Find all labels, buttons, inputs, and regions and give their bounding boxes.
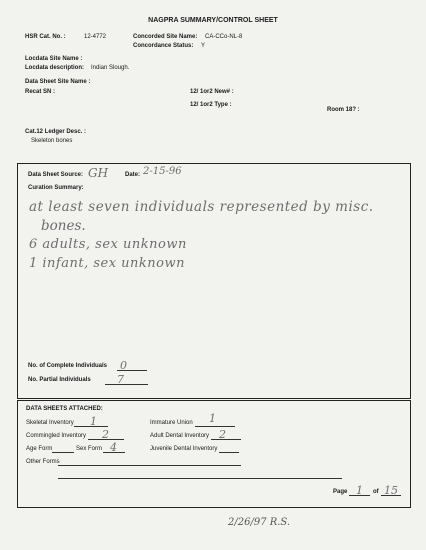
concorded-site-label: Concorded Site Name:: [133, 34, 198, 40]
footer-review-note: 2/26/97 R.S.: [228, 517, 291, 528]
datasheet-site-label: Data Sheet Site Name :: [25, 79, 91, 85]
date-value: 2-15-96: [143, 166, 182, 177]
source-value: GH: [88, 166, 109, 180]
new-number-label: 12/ 1or2 New# :: [190, 89, 234, 95]
page-of-label: of: [373, 489, 379, 495]
hsr-cat-label: HSR Cat. No. :: [25, 34, 66, 40]
locdata-description-label: Locdata description:: [25, 65, 85, 71]
complete-individuals-value: 0: [120, 359, 127, 372]
immature-union-label: Immature Union: [150, 420, 193, 426]
curation-note-line: 1 infant, sex unknown: [29, 256, 186, 271]
ledger-desc-value: Skeleton bones: [31, 138, 73, 144]
skeletal-inventory-label: Skeletal Inventory: [26, 420, 74, 426]
concorded-site-value: CA-CCo-NL-8: [205, 34, 243, 40]
ledger-desc-label: Cat.12 Ledger Desc. :: [25, 129, 87, 135]
sex-form-value: 4: [110, 441, 117, 454]
sheet-title: NAGPRA SUMMARY/CONTROL SHEET: [148, 17, 278, 24]
locdata-description-value: Indian Slough.: [91, 65, 130, 71]
commingled-inventory-value: 2: [102, 428, 109, 441]
date-label: Date:: [125, 172, 141, 178]
partial-individuals-value: 7: [117, 373, 124, 386]
curation-summary-label: Curation Summary:: [28, 185, 84, 191]
curation-note-line: bones.: [41, 218, 86, 234]
source-label: Data Sheet Source:: [28, 172, 84, 178]
type-label: 12/ 1or2 Type :: [190, 102, 232, 108]
room-18-label: Room 18? :: [327, 107, 360, 113]
page-label: Page: [333, 489, 348, 495]
partial-individuals-label: No. Partial Individuals: [28, 377, 91, 383]
recat-label: Recat SN :: [25, 89, 56, 95]
concordance-label: Concordance Status:: [133, 43, 194, 49]
sex-form-label: Sex Form: [76, 446, 103, 452]
curation-note-line: 6 adults, sex unknown: [29, 237, 187, 252]
concordance-value: Y: [201, 43, 206, 49]
commingled-inventory-label: Commingled Inventory: [26, 433, 87, 439]
adult-dental-label: Adult Dental Inventory: [150, 433, 210, 439]
attached-title: DATA SHEETS ATTACHED:: [26, 406, 103, 412]
locdata-site-label: Locdata Site Name :: [25, 56, 83, 62]
curation-note-line: at least seven individuals represented by misc.: [29, 199, 374, 215]
page-total-value: 15: [384, 484, 398, 497]
immature-union-value: 1: [209, 412, 216, 425]
juvenile-dental-label: Juvenile Dental Inventory: [150, 446, 218, 452]
complete-individuals-label: No. of Complete Individuals: [28, 363, 108, 369]
hsr-cat-value: 12-4772: [84, 34, 107, 40]
skeletal-inventory-value: 1: [90, 415, 97, 428]
adult-dental-value: 2: [219, 428, 226, 441]
other-forms-label: Other Forms: [26, 459, 60, 465]
page-value: 1: [356, 484, 363, 497]
age-form-label: Age Form: [26, 446, 53, 452]
